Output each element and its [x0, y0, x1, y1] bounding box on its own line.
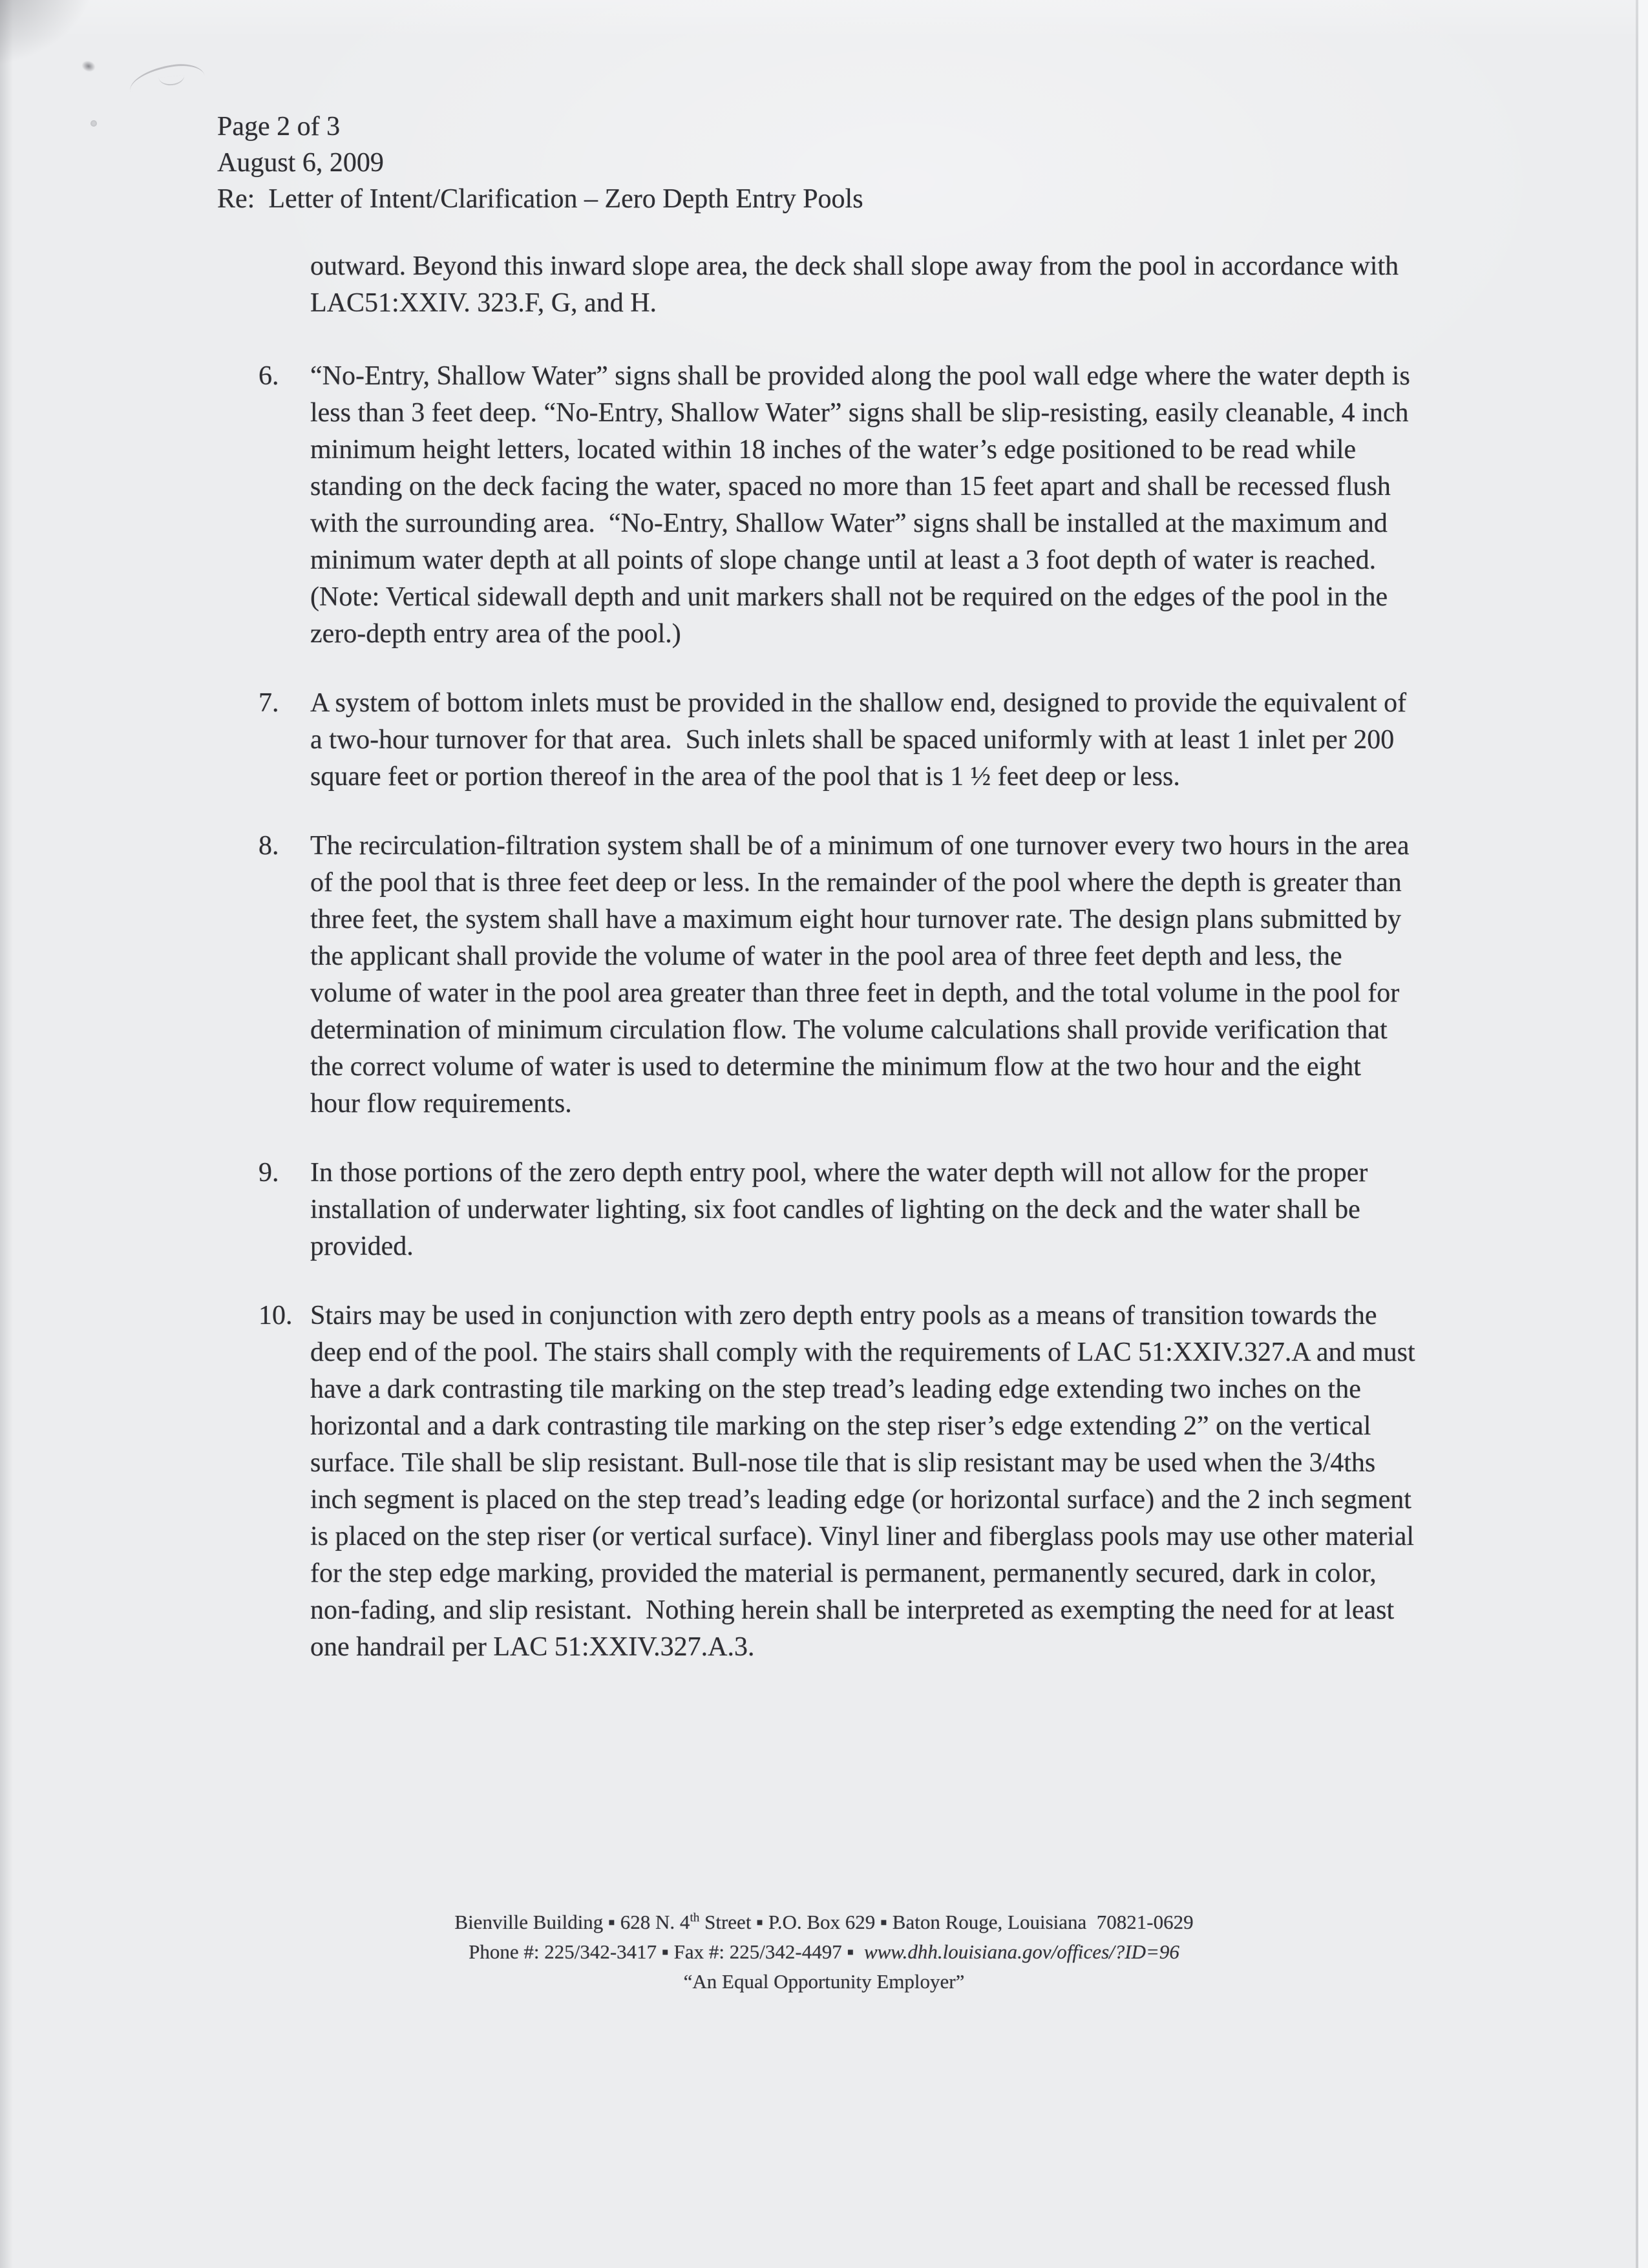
list-item-8 — [259, 828, 1417, 1122]
footer-address-part: Street ▪ P.O. Box 629 ▪ Baton Rouge, Louisiana 70821-0629 — [699, 1911, 1194, 1933]
list-item-6 — [259, 358, 1417, 653]
item-text: The recirculation-filtration system shall be of a minimum of one turnover every two hours in the area of the pool that is three feet deep or less. In the remainder of the pool where the depth is greater than three feet, the system shall have a maximum eight hour turnover rate. The design plans submitted by the applicant shall provide the volume of water in the pool area of three feet depth and less, the volume of water in the pool area greater than three feet in depth, and the total volume in the pool for determination of minimum circulation flow. The volume calculations shall provide verification that the correct volume of water is used to determine the minimum flow at the two hour and the eight hour flow requirements. — [310, 831, 1416, 1118]
pencil-scribble-mark — [127, 60, 205, 92]
item-number: 10. — [259, 1301, 293, 1330]
page-number-line: Page 2 of 3 — [217, 112, 341, 142]
scan-smudge-mark — [80, 59, 97, 74]
item-number: 9. — [259, 1158, 279, 1188]
item-text: In those portions of the zero depth entry pool, where the water depth will not allow for the proper installation of underwater lighting, six foot candles of lighting on the deck and the water shall be provided. — [310, 1158, 1375, 1261]
scan-speck-mark — [90, 120, 97, 127]
item-text: Stairs may be used in conjunction with zero depth entry pools as a means of transition towards the deep end of the pool. The stairs shall comply with the requirements of LAC 51:XXIV.327.A and must have a dark contrasting tile marking on the step tread’s leading edge extending two inches on the horizontal and a dark contrasting tile marking on the step riser’s edge extending 2” on the vertical surface. Tile shall be slip resistant. Bull-nose tile that is slip resistant may be used when the 3/4ths inch segment is placed on the step tread’s leading edge (or horizontal surface) and the 2 inch segment is placed on the step riser (or vertical surface). Vinyl liner and fiberglass pools may use other material for the step edge marking, provided the material is permanent, permanently secured, dark in color, non-fading, and slip resistant. Nothing herein shall be interpreted as exempting the need for at least one handrail per LAC 51:XXIV.327.A.3. — [310, 1301, 1422, 1662]
item-text: A system of bottom inlets must be provided in the shallow end, designed to provide the equivalent of a two-hour turnover for that area. Such inlets shall be spaced uniformly with at least 1 inlet per 200 square feet or portion thereof in the area of the pool that is 1 ½ feet deep or less. — [310, 688, 1413, 792]
item-number: 8. — [259, 831, 279, 861]
letter-header — [217, 109, 863, 217]
letter-subject-line: Re: Letter of Intent/Clarification – Zero Depth Entry Pools — [217, 184, 863, 214]
footer-address-part: Bienville Building ▪ 628 N. 4 — [454, 1911, 690, 1933]
footer-ordinal-superscript: th — [690, 1911, 700, 1925]
footer-contact-line — [0, 1937, 1648, 1967]
continuation-paragraph: outward. Beyond this inward slope area, the deck shall slope away from the pool in accordance with LAC51:XXIV. 323.F, G, and H. — [310, 251, 1406, 318]
item-number: 6. — [259, 361, 279, 391]
item-number: 7. — [259, 688, 279, 718]
footer-equal-opportunity-line: “An Equal Opportunity Employer” — [683, 1970, 965, 1993]
numbered-requirements-list — [259, 358, 1422, 1666]
letter-date-line: August 6, 2009 — [217, 148, 384, 178]
letter-body — [259, 248, 1422, 1666]
footer-address-line — [0, 1907, 1648, 1937]
list-item-7 — [259, 685, 1417, 795]
footer-phone-fax: Phone #: 225/342-3417 ▪ Fax #: 225/342-4497 ▪ — [469, 1940, 864, 1963]
list-item-10 — [259, 1297, 1422, 1666]
footer-website-url: www.dhh.louisiana.gov/offices/?ID=96 — [863, 1940, 1179, 1963]
item-text: “No-Entry, Shallow Water” signs shall be provided along the pool wall edge where the water depth is less than 3 feet deep. “No-Entry, Shallow Water” signs shall be slip-resisting, easily cleanable, 4 inch minimum height letters, located within 18 inches of the water’s edge positioned to be read while standing on the deck facing the water, spaced no more than 15 feet apart and shall be recessed flush with the surrounding area. “No-Entry, Shallow Water” signs shall be installed at the maximum and minimum water depth at all points of slope change until at least a 3 foot depth of water is reached. (Note: Vertical sidewall depth and unit markers shall not be required on the edges of the pool in the zero-depth entry area of the pool.) — [310, 361, 1417, 649]
list-item-9 — [259, 1155, 1417, 1265]
letterhead-footer — [0, 1907, 1648, 1997]
paper-edge-band — [1638, 0, 1648, 2268]
